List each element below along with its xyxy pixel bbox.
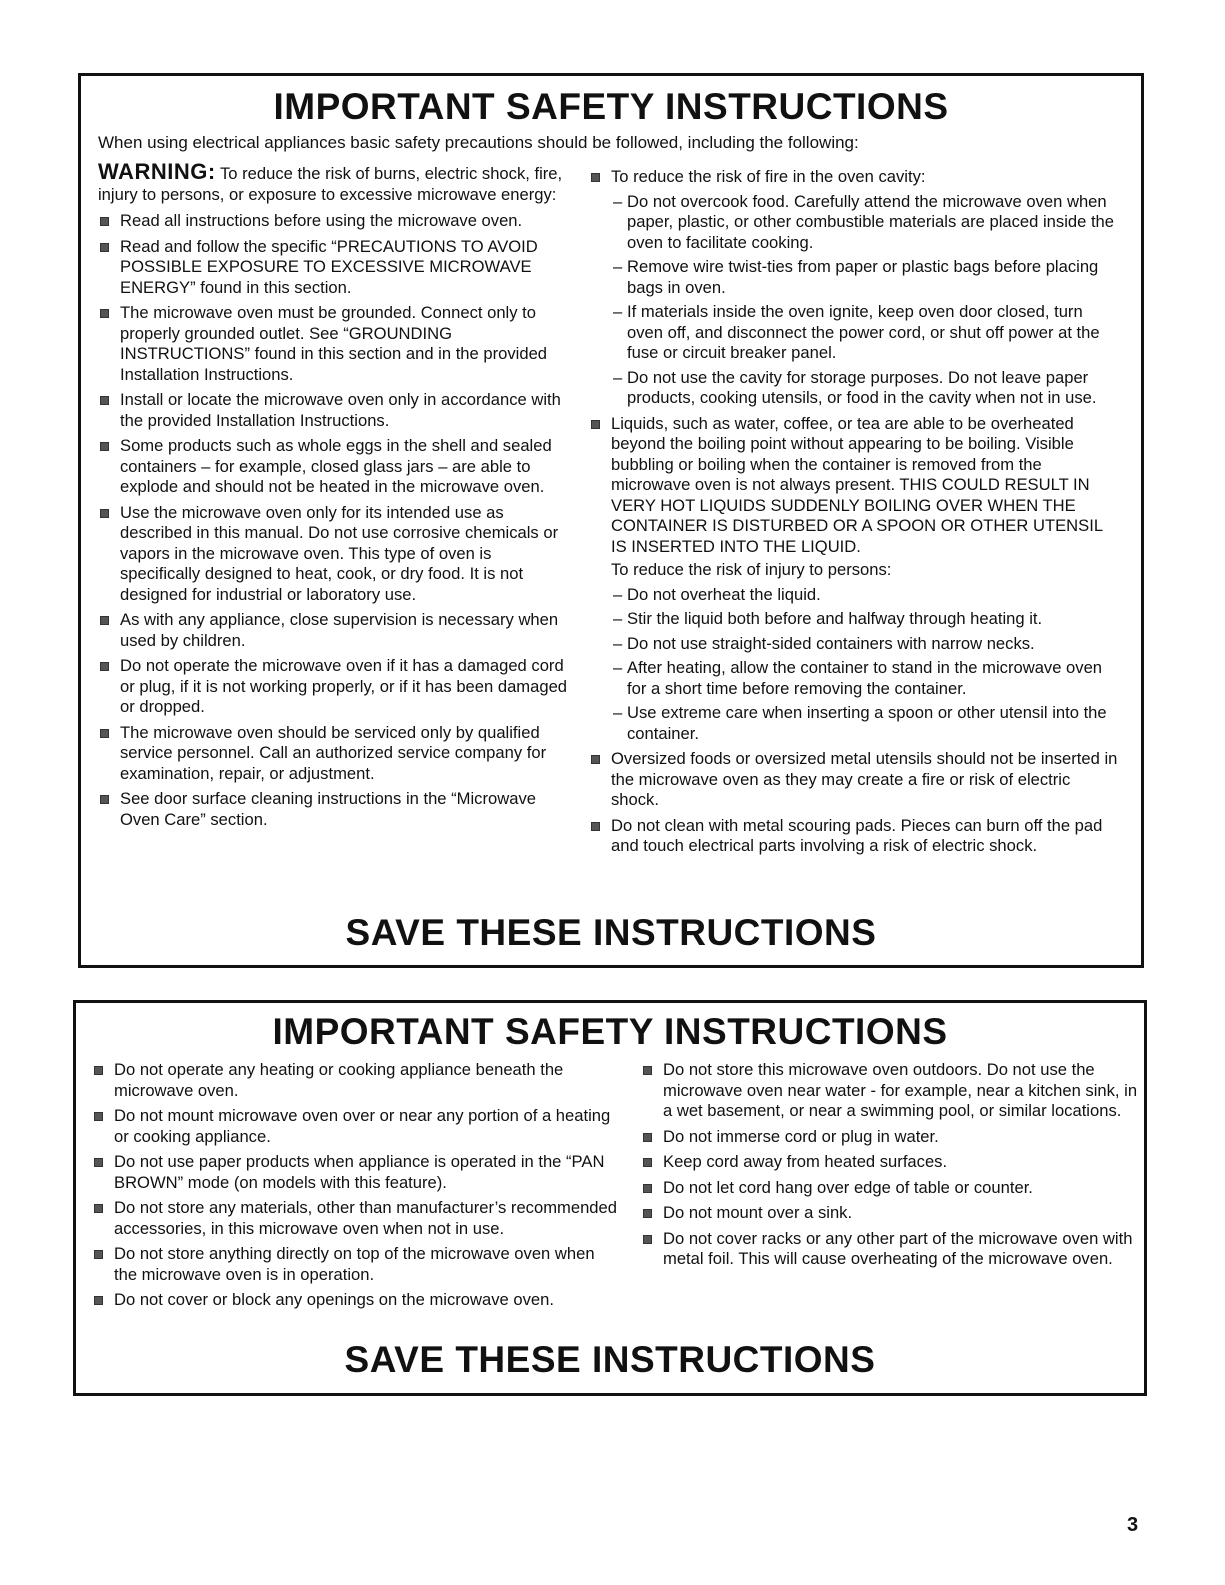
- sub-list: [611, 192, 1119, 409]
- sub-item: – Remove wire twist-ties from paper or plastic bags before placing bags in oven.: [611, 257, 1119, 298]
- warning-paragraph: [98, 159, 570, 205]
- list-item: Do not operate the microwave oven if it has a damaged cord or plug, if it is not working properly, or if it has been damaged or dropped.: [98, 656, 570, 718]
- save-instructions-footer: SAVE THESE INSTRUCTIONS: [344, 1339, 876, 1380]
- save-instructions-footer: SAVE THESE INSTRUCTIONS: [345, 912, 877, 953]
- list-item: Oversized foods or oversized metal utensils should not be inserted in the microwave oven as they may create a fire or risk of electric shock.: [589, 749, 1119, 811]
- list-item: Do not let cord hang over edge of table or counter.: [641, 1178, 1141, 1199]
- left-column: [98, 159, 570, 835]
- page-number: 3: [1127, 1514, 1139, 1536]
- list-item: Do not clean with metal scouring pads. Pieces can burn off the pad and touch electrical parts involving a risk of electric shock.: [589, 816, 1119, 857]
- list-item: Do not operate any heating or cooking appliance beneath the microwave oven.: [92, 1060, 622, 1101]
- injury-intro: To reduce the risk of injury to persons:: [611, 560, 892, 579]
- sub-item: – Use extreme care when inserting a spoon or other utensil into the container.: [611, 703, 1119, 744]
- list-item: Do not cover or block any openings on the microwave oven.: [92, 1290, 622, 1311]
- list-item: Keep cord away from heated surfaces.: [641, 1152, 1141, 1173]
- instruction-list: [98, 211, 570, 830]
- list-item: Read and follow the specific “PRECAUTIONS TO AVOID POSSIBLE EXPOSURE TO EXCESSIVE MICROWAVE ENERGY” found in this section.: [98, 237, 570, 299]
- sub-item: – Do not use the cavity for storage purposes. Do not leave paper products, cooking utensils, or food in the cavity when not in use.: [611, 368, 1119, 409]
- list-item-text: Liquids, such as water, coffee, or tea are able to be overheated beyond the boiling point without appearing to be boiling. Visible bubbling or boiling when the container is removed from the microwave oven is not always present. THIS COULD RESULT IN VERY HOT LIQUIDS SUDDENLY BOILING OVER WHEN THE CONTAINER IS DISTURBED OR A SPOON OR OTHER UTENSIL IS INSERTED INTO THE LIQUID.: [611, 413, 1103, 556]
- list-item: Do not use paper products when appliance is operated in the “PAN BROWN” mode (on models with this feature).: [92, 1152, 622, 1193]
- list-item-fire: [589, 167, 1119, 409]
- safety-section-1: [78, 73, 1144, 968]
- warning-label: WARNING:: [98, 159, 216, 184]
- safety-section-2: [73, 1000, 1147, 1396]
- sub-list: [611, 585, 1119, 745]
- list-item: Install or locate the microwave oven only in accordance with the provided Installation Instructions.: [98, 390, 570, 431]
- list-item-liquids: [589, 414, 1119, 745]
- list-item: Do not immerse cord or plug in water.: [641, 1127, 1141, 1148]
- list-item-text: To reduce the risk of fire in the oven cavity:: [611, 167, 926, 186]
- list-item: Some products such as whole eggs in the shell and sealed containers – for example, closed glass jars – are able to explode and should not be heated in the microwave oven.: [98, 436, 570, 498]
- list-item: Do not store anything directly on top of the microwave oven when the microwave oven is in operation.: [92, 1244, 622, 1285]
- section-title: IMPORTANT SAFETY INSTRUCTIONS: [273, 86, 949, 127]
- sub-item: – Do not use straight-sided containers with narrow necks.: [611, 634, 1119, 655]
- list-item: Do not store any materials, other than manufacturer’s recommended accessories, in this microwave oven when not in use.: [92, 1198, 622, 1239]
- sub-item: – Stir the liquid both before and halfway through heating it.: [611, 609, 1119, 630]
- list-item: Do not cover racks or any other part of the microwave oven with metal foil. This will cause overheating of the microwave oven.: [641, 1229, 1141, 1270]
- intro-text: When using electrical appliances basic safety precautions should be followed, including the following:: [98, 133, 859, 152]
- list-item: The microwave oven must be grounded. Connect only to properly grounded outlet. See “GROUNDING INSTRUCTIONS” found in this section and in the provided Installation Instructions.: [98, 303, 570, 385]
- instruction-list: [641, 1060, 1141, 1270]
- sub-item: – Do not overheat the liquid.: [611, 585, 1119, 606]
- list-item: As with any appliance, close supervision is necessary when used by children.: [98, 610, 570, 651]
- list-item: The microwave oven should be serviced only by qualified service personnel. Call an authorized service company for examination, repair, or adjustment.: [98, 723, 570, 785]
- list-item: Do not mount microwave oven over or near any portion of a heating or cooking appliance.: [92, 1106, 622, 1147]
- list-item: See door surface cleaning instructions in the “Microwave Oven Care” section.: [98, 789, 570, 830]
- instruction-list: [589, 167, 1119, 857]
- list-item: Do not store this microwave oven outdoors. Do not use the microwave oven near water - for example, near a kitchen sink, in a wet basement, or near a swimming pool, or similar locations.: [641, 1060, 1141, 1122]
- right-column: [641, 1060, 1141, 1275]
- section-title: IMPORTANT SAFETY INSTRUCTIONS: [272, 1011, 948, 1052]
- instruction-list: [92, 1060, 622, 1311]
- list-item: Read all instructions before using the microwave oven.: [98, 211, 570, 232]
- warning-text: To reduce the risk of burns, electric shock, fire, injury to persons, or exposure to excessive microwave energy:: [98, 164, 563, 204]
- list-item: Use the microwave oven only for its intended use as described in this manual. Do not use corrosive chemicals or vapors in the microwave oven. This type of oven is specifically designed to heat, cook, or dry food. It is not designed for industrial or laboratory use.: [98, 503, 570, 606]
- left-column: [92, 1060, 622, 1316]
- list-item: Do not mount over a sink.: [641, 1203, 1141, 1224]
- sub-item: – Do not overcook food. Carefully attend the microwave oven when paper, plastic, or other combustible materials are placed inside the oven to facilitate cooking.: [611, 192, 1119, 254]
- right-column: [589, 167, 1119, 862]
- sub-item: – If materials inside the oven ignite, keep oven door closed, turn oven off, and disconnect the power cord, or shut off power at the fuse or circuit breaker panel.: [611, 302, 1119, 364]
- sub-item: – After heating, allow the container to stand in the microwave oven for a short time before removing the container.: [611, 658, 1119, 699]
